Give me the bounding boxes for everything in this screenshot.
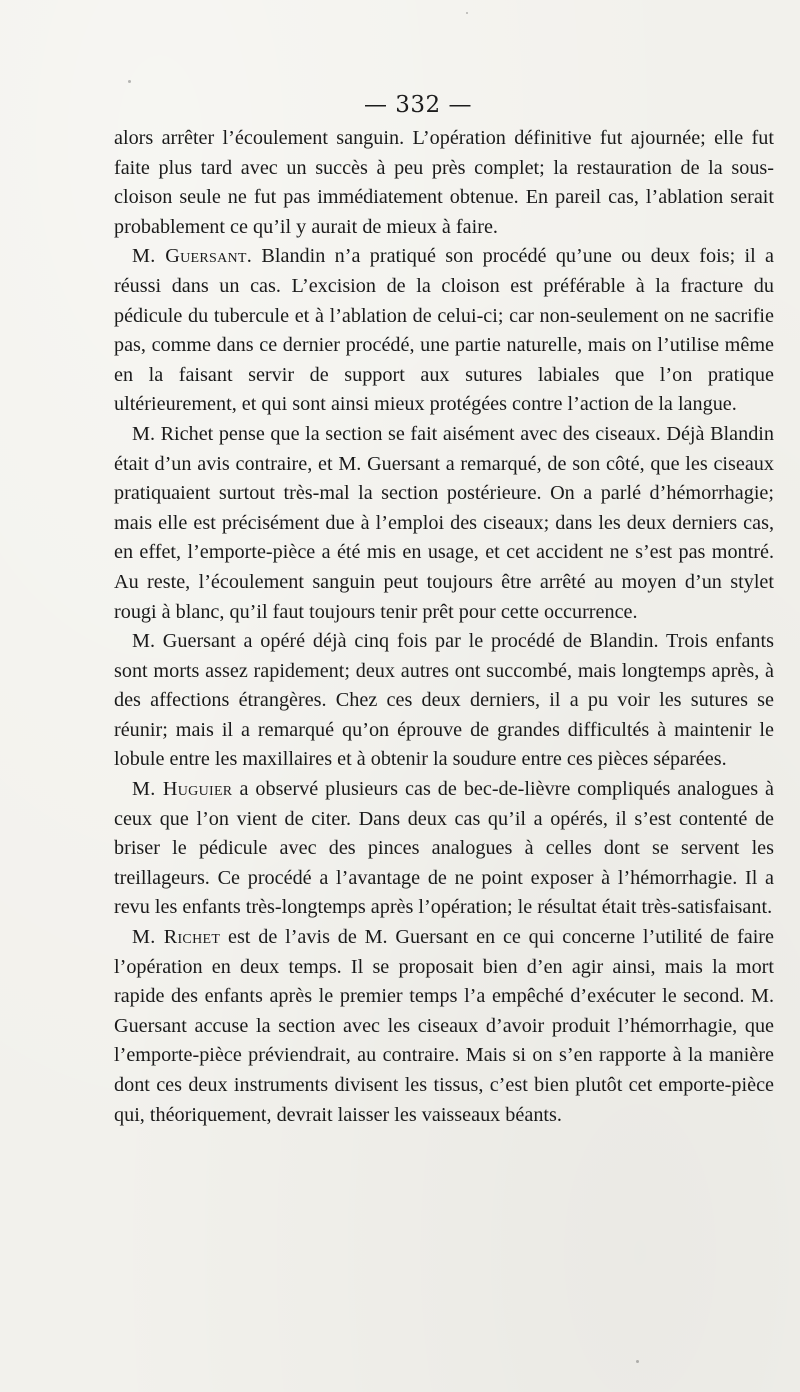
paragraph-3 bbox=[114, 420, 774, 627]
speaker-name: M. Huguier bbox=[132, 778, 233, 801]
body-text bbox=[114, 124, 774, 1130]
speaker-name: M. Guersant. bbox=[132, 245, 253, 268]
paragraph-2 bbox=[114, 242, 774, 420]
paragraph-5 bbox=[114, 775, 774, 923]
paragraph-6 bbox=[114, 923, 774, 1130]
paragraph-text: est de l’avis de M. Guersant en ce qui concerne l’utilité de faire l’opération en deux temps. Il se proposait bien d’en agir ainsi, mais la mort rapide des enfants après le premier temps l’a empêché d’exécuter le second. M. Guersant accuse la section avec les ciseaux d’avoir produit l’hémorrhagie, que l’emporte-pièce préviendrait, au contraire. Mais si on s’en rapporte à la manière dont ces deux instruments divisent les tissus, c’est bien plutôt cet emporte-pièce qui, théoriquement, devrait laisser les vaisseaux béants. bbox=[114, 926, 774, 1126]
paragraph-text: alors arrêter l’écoulement sanguin. L’opération définitive fut ajournée; elle fut faite plus tard avec un succès à peu près complet; la restauration de la sous-cloison seule ne fut pas immédiatement obtenue. En pareil cas, l’ablation serait probablement ce qu’il y aurait de mieux à faire. bbox=[114, 127, 774, 238]
paragraph-text: a observé plusieurs cas de bec-de-lièvre compliqués analogues à ceux que l’on vient de citer. Dans deux cas qu’il a opérés, il s’est contenté de briser le pédicule avec des pinces analogues à celles dont se servent les treillageurs. Ce procédé a l’avantage de ne point exposer à l’hémorrhagie. Il a revu les enfants très-longtemps après l’opération; le résultat était très-satisfaisant. bbox=[114, 778, 774, 919]
speaker-name: M. Richet bbox=[132, 926, 221, 949]
paragraph-text: Blandin n’a pratiqué son procédé qu’une ou deux fois; il a réussi dans un cas. L’excision de la cloison est préférable à la fracture du pédicule du tubercule et à l’ablation de celui-ci; car non-seulement on ne sacrifie pas, comme dans ce dernier procédé, une partie naturelle, mais on l’utilise même en la faisant servir de support aux sutures labiales que l’on pratique ultérieurement, et qui sont ainsi mieux protégées contre l’action de la langue. bbox=[114, 245, 775, 416]
page-number: — 332 — bbox=[363, 92, 473, 118]
paper-speck bbox=[466, 12, 468, 14]
paragraph-1 bbox=[114, 124, 774, 242]
paragraph-text: M. Richet pense que la section se fait aisément avec des ciseaux. Déjà Blandin était d’un avis contraire, et M. Guersant a remarqué, de son côté, que les ciseaux pratiquaient surtout très-mal la section postérieure. On a parlé d’hémorrhagie; mais elle est précisément due à l’emploi des ciseaux; dans les deux derniers cas, en effet, l’emporte-pièce a été mis en usage, et cet accident ne s’est pas montré. Au reste, l’écoulement sanguin peut toujours être arrêté au moyen d’un stylet rougi à blanc, qu’il faut toujours tenir prêt pour cette occurrence. bbox=[114, 422, 774, 623]
paper-speck bbox=[128, 80, 131, 83]
paper-speck bbox=[636, 1360, 639, 1363]
paragraph-4 bbox=[114, 627, 774, 775]
paragraph-text: M. Guersant a opéré déjà cinq fois par le procédé de Blandin. Trois enfants sont morts assez rapidement; deux autres ont succombé, mais longtemps après, à des affections étrangères. Chez ces deux derniers, il a pu voir les sutures se réunir; mais il a remarqué qu’on éprouve de grandes difficultés à maintenir le lobule entre les maxillaires et à obtenir la soudure entre ces pièces séparées. bbox=[114, 630, 774, 771]
